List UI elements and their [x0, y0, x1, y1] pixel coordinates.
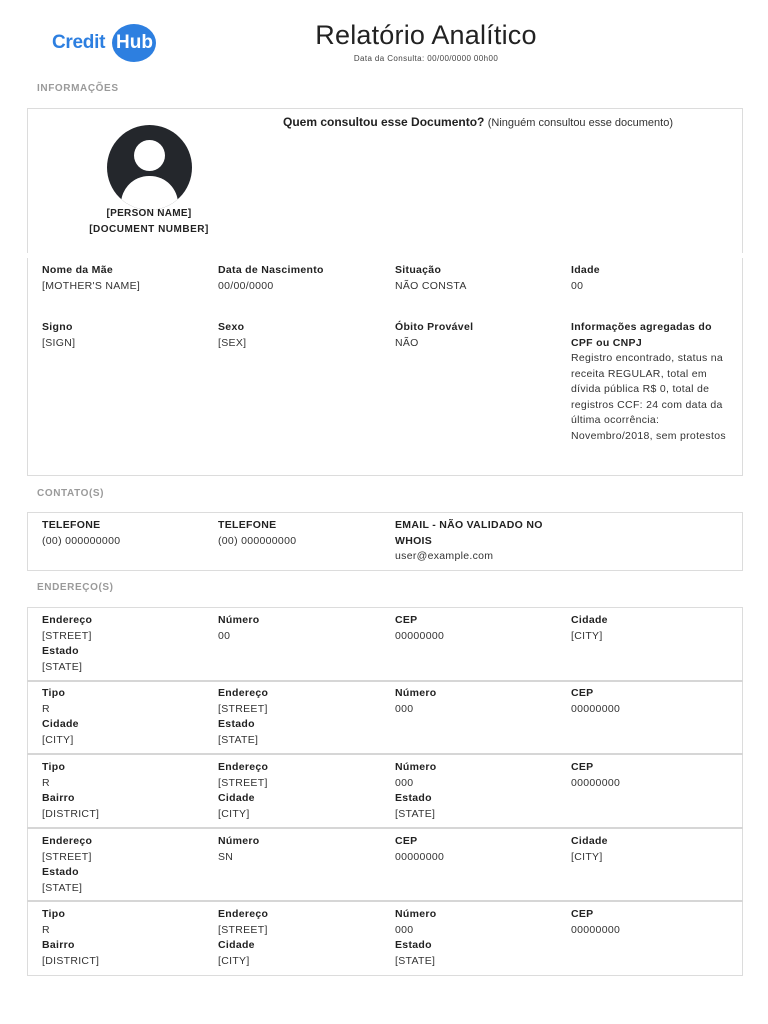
address-label: Endereço	[218, 908, 269, 920]
address-label: Cidade	[218, 939, 255, 951]
address-value: [DISTRICT]	[42, 807, 100, 820]
address-label: Cidade	[571, 835, 608, 847]
address-separator	[27, 827, 743, 829]
address-value: [CITY]	[571, 850, 603, 863]
address-field	[42, 834, 202, 896]
address-field	[42, 613, 202, 675]
detail-field	[218, 263, 378, 294]
detail-label: Data de Nascimento	[218, 264, 324, 276]
address-label: Estado	[395, 792, 432, 804]
address-field	[571, 613, 731, 644]
contact-field	[218, 518, 378, 549]
address-value: [DISTRICT]	[42, 954, 100, 967]
address-field	[395, 760, 555, 822]
detail-value: [SEX]	[218, 336, 247, 349]
address-value: [STREET]	[42, 850, 92, 863]
address-label: Endereço	[218, 687, 269, 699]
address-field	[218, 834, 378, 865]
consult-date: Data da Consulta: 00/00/0000 00h00	[353, 54, 499, 63]
detail-label: Informações agregadas do CPF ou CNPJ	[571, 321, 712, 349]
address-value: [CITY]	[571, 629, 603, 642]
address-label: CEP	[395, 614, 418, 626]
detail-field	[395, 320, 555, 351]
address-value: 00000000	[395, 629, 445, 642]
detail-field	[218, 320, 378, 351]
detail-value: [MOTHER'S NAME]	[42, 279, 141, 292]
address-field	[571, 760, 731, 791]
address-value: [CITY]	[42, 733, 74, 746]
detail-field	[42, 320, 202, 351]
contact-value: (00) 000000000	[218, 534, 297, 547]
address-value: SN	[218, 850, 234, 863]
address-label: Número	[395, 908, 437, 920]
address-label: Estado	[42, 645, 79, 657]
detail-value: [SIGN]	[42, 336, 76, 349]
contact-field	[395, 518, 560, 565]
address-field	[218, 907, 378, 969]
detail-field	[571, 320, 729, 444]
logo-text: Credit	[52, 32, 106, 53]
detail-label: Idade	[571, 264, 600, 276]
address-field	[42, 760, 202, 822]
logo-hub-text: Hub	[116, 32, 153, 53]
address-separator	[27, 900, 743, 902]
address-value: R	[42, 776, 50, 789]
address-label: CEP	[571, 761, 594, 773]
address-field	[395, 613, 555, 644]
address-value: 00000000	[571, 702, 621, 715]
address-field	[42, 686, 202, 748]
address-field	[571, 907, 731, 938]
contact-label: TELEFONE	[42, 519, 101, 531]
detail-value: Registro encontrado, status na receita REGULAR, total em dívida pública R$ 0, total de registros CCF: 24 com data da última ocorrência: Novembro/2018, sem protestos	[571, 352, 726, 442]
consult-info	[283, 115, 673, 129]
consult-answer: (Ninguém consultou esse documento)	[487, 117, 673, 129]
address-label: Estado	[42, 866, 79, 878]
address-value: [STATE]	[395, 807, 436, 820]
address-value: [STATE]	[395, 954, 436, 967]
detail-field	[571, 263, 731, 294]
contact-value: user@example.com	[395, 550, 494, 562]
address-separator	[27, 753, 743, 755]
address-value: [STATE]	[218, 733, 259, 746]
address-field	[218, 613, 378, 644]
person-document: [DOCUMENT NUMBER]	[89, 224, 209, 235]
contact-value: (00) 000000000	[42, 534, 121, 547]
detail-value: 00/00/0000	[218, 279, 274, 292]
address-field	[395, 834, 555, 865]
detail-value: NÃO	[395, 336, 419, 349]
address-value: 00	[218, 629, 231, 642]
section-label-addresses: ENDEREÇO(S)	[37, 582, 114, 593]
address-label: Estado	[395, 939, 432, 951]
detail-label: Nome da Mãe	[42, 264, 113, 276]
section-label-contacts: CONTATO(S)	[37, 488, 105, 499]
page-title: Relatório Analítico	[315, 20, 537, 50]
address-field	[218, 686, 378, 748]
contact-label: TELEFONE	[218, 519, 277, 531]
contact-field	[42, 518, 202, 549]
detail-value: NÃO CONSTA	[395, 279, 467, 292]
address-value: [STREET]	[218, 923, 268, 936]
address-field	[571, 686, 731, 717]
address-label: Bairro	[42, 939, 75, 951]
address-value: [STATE]	[42, 881, 83, 894]
address-field	[42, 907, 202, 969]
address-value: [STREET]	[218, 702, 268, 715]
address-label: Número	[218, 835, 260, 847]
address-label: Tipo	[42, 687, 66, 699]
detail-field	[395, 263, 555, 294]
address-value: 00000000	[571, 776, 621, 789]
address-label: Tipo	[42, 908, 66, 920]
contact-label: EMAIL - NÃO VALIDADO NO WHOIS	[395, 519, 543, 547]
address-value: [CITY]	[218, 807, 250, 820]
address-value: R	[42, 923, 50, 936]
address-separator	[27, 680, 743, 682]
detail-label: Óbito Provável	[395, 321, 474, 333]
address-label: Endereço	[218, 761, 269, 773]
address-label: Bairro	[42, 792, 75, 804]
detail-label: Signo	[42, 321, 73, 333]
section-label-info: INFORMAÇÕES	[37, 83, 119, 94]
address-value: 000	[395, 702, 414, 715]
address-label: CEP	[571, 687, 594, 699]
address-field	[395, 686, 555, 717]
detail-label: Sexo	[218, 321, 245, 333]
address-value: [CITY]	[218, 954, 250, 967]
address-label: Endereço	[42, 614, 93, 626]
address-value: [STREET]	[42, 629, 92, 642]
address-label: Número	[395, 687, 437, 699]
address-value: 000	[395, 923, 414, 936]
detail-label: Situação	[395, 264, 442, 276]
detail-field	[42, 263, 202, 294]
address-value: 000	[395, 776, 414, 789]
address-value: [STREET]	[218, 776, 268, 789]
address-value: 00000000	[571, 923, 621, 936]
address-field	[218, 760, 378, 822]
consult-question: Quem consultou esse Documento?	[283, 115, 485, 129]
address-value: 00000000	[395, 850, 445, 863]
address-label: Cidade	[42, 718, 79, 730]
address-label: CEP	[571, 908, 594, 920]
user-avatar-icon	[107, 125, 192, 210]
address-value: R	[42, 702, 50, 715]
address-field	[395, 907, 555, 969]
address-value: [STATE]	[42, 660, 83, 673]
address-label: Cidade	[571, 614, 608, 626]
address-label: Tipo	[42, 761, 66, 773]
address-label: Número	[218, 614, 260, 626]
detail-value: 00	[571, 279, 584, 292]
address-label: Número	[395, 761, 437, 773]
address-label: Cidade	[218, 792, 255, 804]
address-label: Estado	[218, 718, 255, 730]
person-name: [PERSON NAME]	[106, 208, 192, 219]
address-label: Endereço	[42, 835, 93, 847]
address-label: CEP	[395, 835, 418, 847]
address-field	[571, 834, 731, 865]
